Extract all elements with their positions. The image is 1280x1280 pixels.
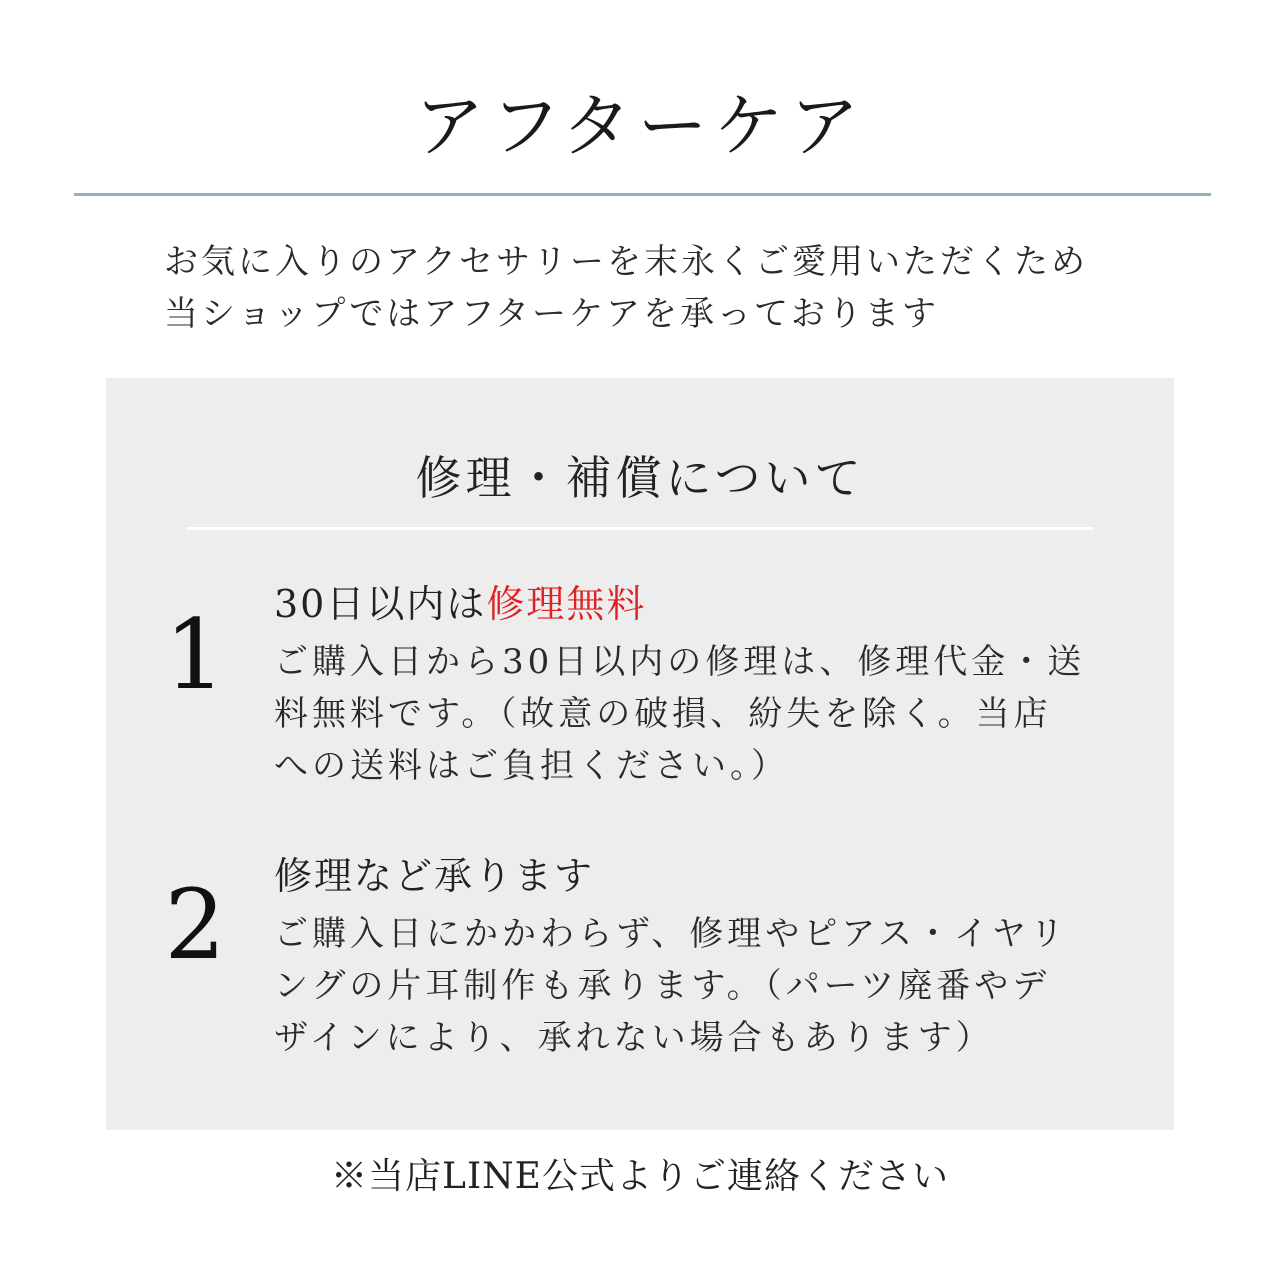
item-heading-accent: 修理無料 bbox=[486, 582, 647, 626]
item-heading bbox=[274, 578, 646, 630]
item-body bbox=[274, 636, 1134, 792]
item-number: 1 bbox=[164, 599, 226, 711]
intro-line: 当ショップではアフターケアを承っております bbox=[164, 294, 939, 334]
footnote: ※当店LINE公式よりご連絡ください bbox=[331, 1156, 949, 1197]
intro-text bbox=[164, 236, 1164, 340]
item-body-line: 料無料です。（故意の破損、紛失を除く。当店 bbox=[274, 694, 1052, 734]
page-title: アフターケア bbox=[414, 85, 866, 167]
title-divider bbox=[74, 193, 1211, 196]
item-body-line: ザインにより、承れない場合もあります） bbox=[274, 1018, 994, 1058]
item-body-line: ご購入日にかかわらず、修理やピアス・イヤリ bbox=[274, 914, 1068, 954]
item-body bbox=[274, 908, 1134, 1064]
intro-line: お気に入りのアクセサリーを末永くご愛用いただくため bbox=[164, 242, 1088, 282]
panel-divider bbox=[187, 527, 1093, 530]
item-body-line: ご購入日から30日以内の修理は、修理代金・送 bbox=[274, 642, 1086, 682]
item-heading-text: 修理など承ります bbox=[274, 854, 595, 898]
item-body-line: への送料はご負担ください。） bbox=[274, 746, 789, 786]
item-heading-text: 30日以内は bbox=[274, 582, 487, 626]
panel-title: 修理・補償について bbox=[415, 451, 865, 505]
item-body-line: ングの片耳制作も承ります。（パーツ廃番やデ bbox=[274, 966, 1051, 1006]
item-number: 2 bbox=[164, 869, 226, 981]
item-heading bbox=[274, 850, 594, 902]
